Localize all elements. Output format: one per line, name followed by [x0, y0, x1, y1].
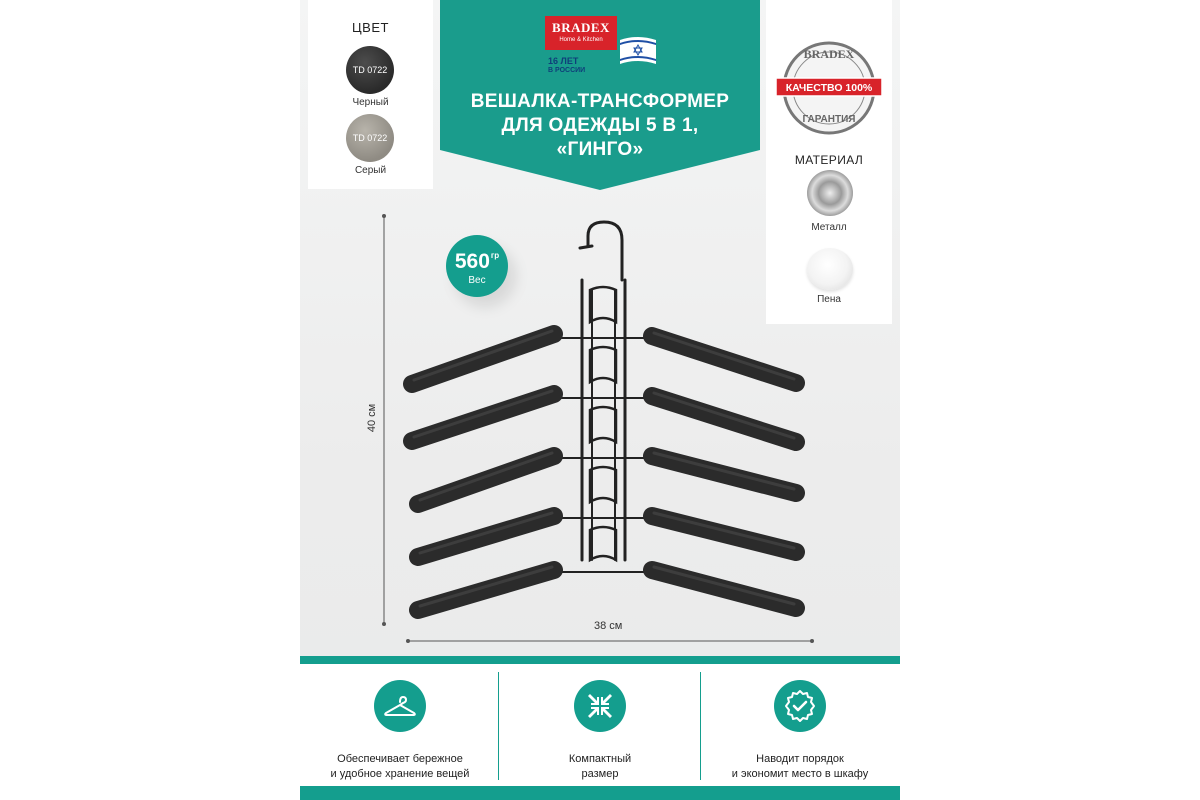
- swatch-label-black: Черный: [352, 97, 389, 108]
- feature-text-line-2: и удобное хранение вещей: [330, 768, 470, 780]
- color-panel-title: ЦВЕТ: [352, 20, 389, 35]
- swatch-label-grey: Серый: [354, 165, 387, 176]
- height-dimension-label: 40 см: [366, 403, 379, 433]
- hanger-illustration: [300, 0, 900, 660]
- weight-unit: гр: [490, 251, 500, 260]
- width-dimension-label: 38 см: [594, 620, 623, 632]
- product-title-line-1: ВЕШАЛКА-ТРАНСФОРМЕР: [470, 91, 730, 112]
- years-line-2: В РОССИИ: [548, 67, 586, 74]
- product-card: [300, 0, 900, 800]
- swatch-code: TD 0722: [352, 65, 388, 75]
- swatch-code: TD 0722: [352, 133, 388, 143]
- compress-arrows-icon: [574, 680, 626, 732]
- feature-separator: [700, 672, 701, 780]
- features-section: [300, 664, 900, 786]
- feature-text-line-1: Обеспечивает бережное: [337, 753, 463, 765]
- years-line-1: 16 ЛЕТ: [548, 56, 579, 66]
- feature-gentle-storage: [305, 680, 495, 782]
- weight-value: 560: [454, 250, 490, 273]
- feature-text-line-2: размер: [581, 768, 619, 780]
- material-title: МАТЕРИАЛ: [794, 153, 864, 167]
- brand-tagline: Home & Kitchen: [559, 37, 603, 43]
- brand-name: BRADEX: [552, 20, 610, 35]
- feature-text-line-2: и экономит место в шкафу: [731, 768, 869, 780]
- divider-top: [300, 656, 900, 664]
- material-label-foam: Пена: [817, 294, 841, 305]
- hanger-icon: [374, 680, 426, 732]
- seal-bottom-text: ГАРАНТИЯ: [802, 114, 856, 125]
- divider-bottom: [300, 786, 900, 800]
- seal-top-text: BRADEX: [803, 47, 855, 61]
- check-badge-icon: [774, 680, 826, 732]
- seal-ribbon-text: КАЧЕСТВО 100%: [785, 82, 873, 94]
- material-label-metal: Металл: [811, 222, 847, 233]
- product-title-line-2: ДЛЯ ОДЕЖДЫ 5 В 1,: [501, 115, 699, 136]
- feature-organize: [705, 680, 895, 782]
- feature-text-line-1: Компактный: [568, 753, 632, 765]
- feature-text-line-1: Наводит порядок: [756, 753, 844, 765]
- product-title-line-3: «ГИНГО»: [556, 139, 644, 160]
- weight-label: Вес: [468, 275, 486, 286]
- feature-separator: [498, 672, 499, 780]
- feature-compact-size: [505, 680, 695, 782]
